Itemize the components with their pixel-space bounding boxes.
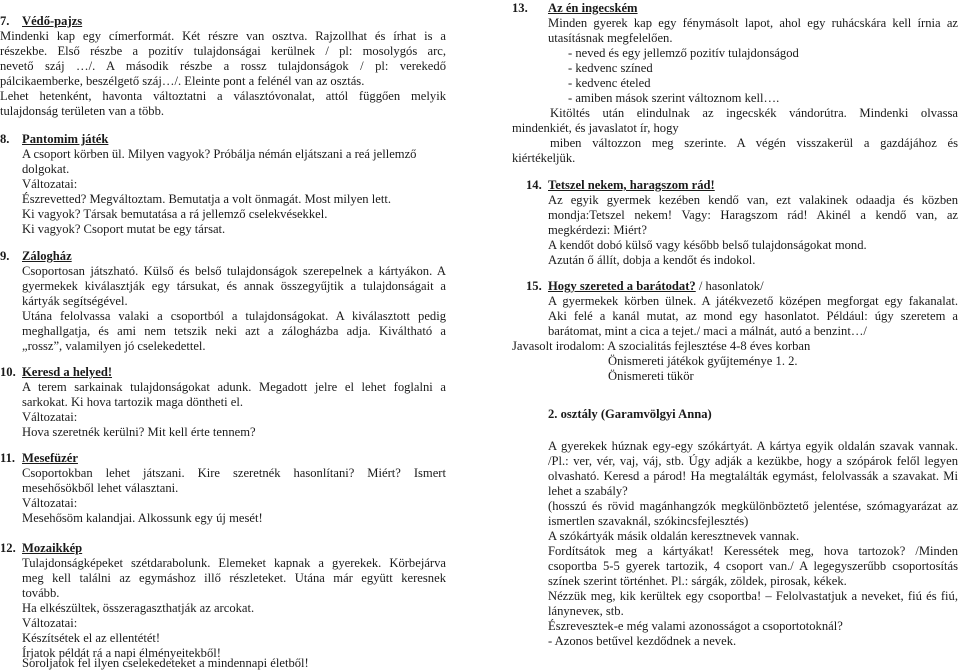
section-9-heading [0,249,72,263]
text-line: Hova szeretnék kerülni? Mit kell érte tennem? [22,425,256,439]
text-line: barátomat, mint a cica a tejet./ maci a málnát, autó a benzint…/ [548,324,867,338]
text-line: (hosszú és rövid magánhangzók megkülönböztető jelentése, szómagyarázat az [548,499,958,513]
text-line: Tulajdonságképeket szétdarabolunk. Elemeket kapnak a gyerekek. Körbejárva [22,556,446,570]
text-line: Ki vagyok? Társak bemutatása a rá jellemző cselekvésekkel. [22,207,328,221]
text-line: Kitöltés után elindulnak az ingecskék vándorútra. Mindenki olvassa [550,106,958,120]
section-title: Zálogház [22,249,72,263]
section-title: Keresd a helyed! [22,365,113,379]
section-subtitle: / hasonlatok/ [695,279,764,293]
text-line: A kendőt dobó külső vagy később belső tulajdonságokat mond. [548,238,867,252]
section-title: Pantomim játék [22,132,109,146]
text-line: Mindenki kap egy címerformát. Két részre van osztva. Rajzollhat és írhat is a [0,29,446,43]
text-line: Fordítsátok meg a kártyákat! Keressétek meg, hova tartozok? /Minden [548,544,958,558]
section-title: Tetszel nekem, haragszom rád! [548,178,715,192]
text-line: lányneveк, stb. [548,604,624,618]
text-line: nevető száj …/. A második részbe a rossz tulajdonságok / pl: verekedő [0,59,446,73]
list-item: - kedvenc ételed [568,76,651,90]
section-number: 13. [512,1,528,15]
text-line: Lehet hetenként, havonta változtatni a választóvonalat, attól függően melyik [0,89,446,103]
text-line: tulajdonság területen van a több. [0,104,165,118]
text-line: A gyerekek húznak egy-egy szókártyát. A kártya egyik oldalán szavak vannak. [548,439,958,453]
section-number: 9. [0,249,10,263]
list-item: - neved és egy jellemző pozitív tulajdonságod [568,46,799,60]
list-item: - kedvenc színed [568,61,653,75]
text-line: Csoportokban lehet játszani. Kire szeretnék hasonlítani? Miért? Ismert [22,466,446,480]
text-line: Észrevesztek-e még valami azonosságot a csoportotoknál? [548,619,843,633]
section-title: Védő-pajzs [22,14,83,28]
text-line: A terem sarkainak tulajdonságokat adunk. Megadott jelre el lehet foglalni a [22,380,446,394]
section-title: Mozaikkép [22,541,83,555]
section-12-heading [0,541,82,555]
text-line: „rossz”, valamilyen jó cselekedettel. [22,339,206,353]
text-line: Utána felolvassa valaki a csoportból a tulajdonságokat. A kiválasztott pedig [22,309,446,323]
text-line: Változatai: [22,616,78,630]
text-line: olvasható. Keresd a párod! Ha megtalálták egymást, felolvassák a szavakat. Mi [548,469,958,483]
text-line: mindenkiét, és javaslatot ír, hogy [512,121,679,135]
section-number: 12. [0,541,16,555]
text-line: kiértékeljük. [512,151,576,165]
section-number: 11. [0,451,16,465]
section-10-heading [0,365,112,379]
text-line: utasításnak megfelelően. [548,31,673,45]
text-line: A csoport körben ül. Milyen vagyok? Próbálja némán eljátszani a reá jellemző [22,147,417,161]
literature-line: Javasolt irodalom: A szocialitás fejlesztése 4-8 éves korban [512,339,811,353]
text-line: Készítsétek el az ellentétét! [22,631,161,645]
section-number: 14. [526,178,542,192]
text-line: Változatai: [22,496,78,510]
text-line: Írjatok példát rá a napi élményeitekből! [22,646,221,660]
text-line: csoportba 5-5 gyerek tartozik, 4 csoport van./ A legegyszerűbb csoportosítás [548,559,958,573]
text-line: Észrevetted? Megváltoztam. Bemutatja a volt önmagát. Most milyen lett. [22,192,391,206]
text-line: miben változzon meg szerinte. A végén visszakerül a gazdájához és [550,136,958,150]
text-line: pálcikaemberke, beszélgető száj…/. Eleinte pont a felénél van az osztás. [0,74,365,88]
text-line: gyermekek kiválasztják egy társukat, és annak összegyűjtik a tulajdonságait a [22,279,446,293]
text-line: Ki vagyok? Csoport mutat be egy társat. [22,222,226,236]
text-line: Változatai: [22,410,78,424]
text-line: meghallgatja, és ami nem tetszik neki azt a zálogházba adja. Kiváltható a [22,324,446,338]
section-title: Hogy szereted a barátodat? [548,279,696,293]
section-number: 8. [0,132,10,146]
section-14-heading [526,178,715,192]
text-line: megkérdezi: Miért? [548,223,647,237]
section-7-heading [0,14,82,28]
text-line: színek szerint történhet. Pl.: sárgák, zöldek, pirosak, kékek. [548,574,847,588]
text-line: A gyermekek körben ülnek. A játékvezető középen megforgat egy fakanalat. [548,294,958,308]
list-item: - Azonos betűvel kezdődnek a nevek. [548,634,737,648]
text-line: Azután ő állít, dobja a kendőt és indokol. [548,253,756,267]
text-line: A szókártyák másik oldalán keresztnevek vannak. [548,529,800,543]
text-line: tovább. [22,586,60,600]
text-line: részekbe. Első részbe a pozitív tulajdonságai kerülnek / pl: mosolygós arc, [0,44,446,58]
text-line: Az egyik gyermek kezében kendő van, ezt valakinek odaadja és közben [548,193,958,207]
text-line: dolgokat. [22,162,70,176]
text-line: Soroljatok fel ilyen cselekedeteket a mindennapi életből! [22,656,309,670]
text-line: /Pl.: ver, vér, vaj, váj, stb. Úgy adják a kezükbe, hogy a szópárok felől legyen [548,454,958,468]
section-8-heading [0,132,108,146]
text-line: ismertlen szavaknál, szókincsfejlesztés) [548,514,749,528]
text-line: meg kell találni az egymáshoz illő részleteket. Utána már együtt keresnek [22,571,446,585]
literature-line: Önismereti tükör [608,369,694,383]
section-title: Az én ingecském [548,1,638,15]
section-number: 10. [0,365,16,379]
text-line: Csoportosan játszható. Külső és belső tulajdonságok szerepelnek a kártyákon. A [22,264,446,278]
literature-line: Önismereti játékok gyűjteménye 1. 2. [608,354,798,368]
text-line: Változatai: [22,177,78,191]
section-15-heading [526,279,764,293]
list-item: - amiben mások szerint változnom kell…. [568,91,780,105]
grade-heading: 2. osztály (Garamvölgyi Anna) [548,407,712,421]
section-number: 15. [526,279,542,293]
text-line: mondja:Tetszel nekem! Vagy: Haragszom rád! Akinél a kendő van, az [548,208,958,222]
section-11-heading [0,451,78,465]
text-line: mesehősökből lehet választani. [22,481,179,495]
text-line: Minden gyerek kap egy fénymásolt lapot, ahol egy ruhácskára kell írnia az [548,16,958,30]
section-13-heading [512,1,638,15]
text-line: Aki felé a kanál mutat, az mond egy hasonlatot. Például: úgy szeretem a [548,309,958,323]
section-title: Mesefüzér [22,451,78,465]
section-number: 7. [0,14,10,28]
text-line: Mesehősöm kalandjai. Alkossunk egy új mesét! [22,511,263,525]
text-line: Ha elkészültek, összeragaszthatják az arcokat. [22,601,255,615]
text-line: lehet a szabály? [548,484,628,498]
text-line: sarkokat. Ki hova tartozik maga döntheti el. [22,395,244,409]
text-line: Nézzük meg, kik kerültek egy csoportba! – Felolvastatjuk a neveket, fiú és fiú, [548,589,958,603]
text-line: kártyák segítségével. [22,294,128,308]
